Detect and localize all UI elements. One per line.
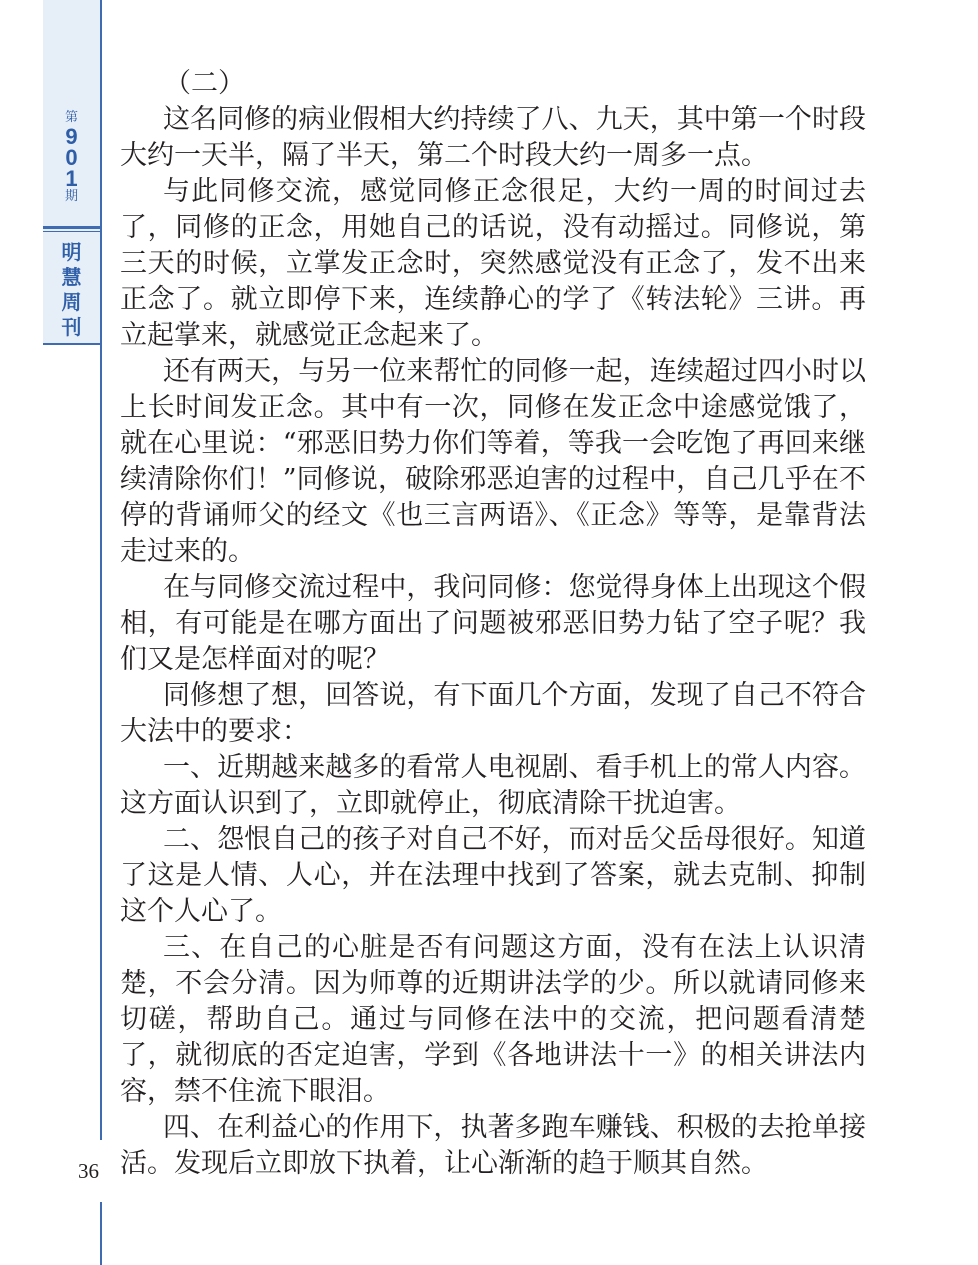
issue-number xyxy=(43,110,100,205)
sidebar-divider-bottom xyxy=(43,343,101,345)
section-heading: （二） xyxy=(164,68,245,99)
sidebar-divider-thick xyxy=(43,226,101,229)
issue-digit: 9 xyxy=(65,124,78,149)
issue-prefix: 第 xyxy=(64,110,78,125)
magazine-title xyxy=(43,240,100,340)
issue-digit: 1 xyxy=(65,166,78,191)
paragraph: 三、在自己的心脏是否有问题这方面，没有在法上认识清楚，不会分清。因为师尊的近期讲法学的少。所以就请同修来切磋，帮助自己。通过与同修在法中的交流，把问题看清楚了，就彻底的否定迫害，学到《各地讲法十一》的相关讲法内容，禁不住流下眼泪。 xyxy=(120,932,866,1107)
paragraph: 这名同修的病业假相大约持续了八、九天，其中第一个时段大约一天半，隔了半天，第二个时段大约一周多一点。 xyxy=(120,104,866,171)
sidebar-rule-gap xyxy=(100,1140,104,1202)
paragraph: 四、在利益心的作用下，执著多跑车赚钱、积极的去抢单接活。发现后立即放下执着，让心渐渐的趋于顺其自然。 xyxy=(120,1112,866,1179)
article-body xyxy=(120,66,866,1182)
magazine-title-char: 慧 xyxy=(61,265,82,289)
issue-digit: 0 xyxy=(65,145,78,170)
page-number: 36 xyxy=(78,1159,99,1183)
paragraph: 与此同修交流，感觉同修正念很足，大约一周的时间过去了，同修的正念，用她自己的话说，没有动摇过。同修说，第三天的时候，立掌发正念时，突然感觉没有正念了，发不出来正念了。就立即停下来，连续静心的学了《转法轮》三讲。再立起掌来，就感觉正念起来了。 xyxy=(120,176,866,351)
magazine-title-char: 周 xyxy=(61,290,82,314)
magazine-title-char: 刊 xyxy=(61,315,82,339)
issue-suffix: 期 xyxy=(64,189,78,204)
sidebar-divider-thin xyxy=(43,231,101,232)
paragraph: 还有两天，与另一位来帮忙的同修一起，连续超过四小时以上长时间发正念。其中有一次，同修在发正念中途感觉饿了，就在心里说：“邪恶旧势力你们等着，等我一会吃饱了再回来继续清除你们！”同修说，破除邪恶迫害的过程中，自己几乎在不停的背诵师父的经文《也三言两语》、《正念》等等，是靠背法走过来的。 xyxy=(120,356,866,567)
paragraph: 同修想了想，回答说，有下面几个方面，发现了自己不符合大法中的要求： xyxy=(120,680,866,747)
paragraph: 一、近期越来越多的看常人电视剧、看手机上的常人内容。这方面认识到了，立即就停止，彻底清除干扰迫害。 xyxy=(120,752,866,819)
paragraph: 二、怨恨自己的孩子对自己不好，而对岳父岳母很好。知道了这是人情、人心，并在法理中找到了答案，就去克制、抑制这个人心了。 xyxy=(120,824,866,927)
paragraph: 在与同修交流过程中，我问同修：您觉得身体上出现这个假相，有可能是在哪方面出了问题被邪恶旧势力钻了空子呢？我们又是怎样面对的呢？ xyxy=(120,572,866,675)
magazine-title-char: 明 xyxy=(61,240,82,264)
sidebar-vertical-rule xyxy=(100,0,102,1265)
